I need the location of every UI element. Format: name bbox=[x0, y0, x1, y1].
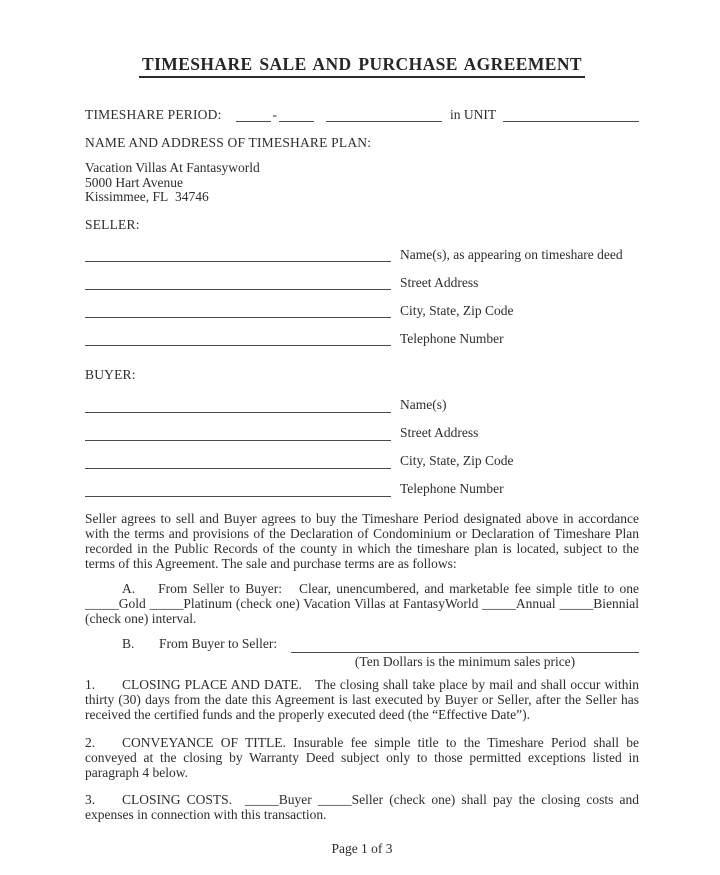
plan-address-line: Vacation Villas At Fantasyworld bbox=[85, 160, 260, 176]
clause-number: 2. bbox=[85, 734, 96, 750]
plan-address-line: 5000 Hart Avenue bbox=[85, 174, 183, 190]
clause-conveyance-of-title bbox=[85, 735, 639, 781]
clause-title: CLOSING PLACE AND DATE. bbox=[122, 676, 302, 692]
page-number: Page 1 of 3 bbox=[331, 841, 393, 857]
clause-body: Insurable fee simple title to the Timeshare Period shall be conveyed at the closing by Warranty Deed subject only to those permitted exceptions listed in paragraph 4 below. bbox=[85, 734, 639, 781]
plan-address bbox=[85, 161, 639, 204]
clause-closing-place-and-date bbox=[85, 677, 639, 723]
seller-name-row bbox=[85, 234, 639, 262]
term-a-body: Clear, unencumbered, and marketable fee simple title to one _____Gold _____Platinum (check one) Vacation Villas at FantasyWorld _____Annual _____Biennial (check one) interval. bbox=[85, 580, 639, 627]
buyer-name-row bbox=[85, 385, 639, 413]
page-title: TIMESHARE SALE AND PURCHASE AGREEMENT bbox=[139, 54, 585, 78]
clause-body: The closing shall take place by mail and shall occur within thirty (30) days from the date this Agreement is last executed by Buyer or Seller, after the Seller has received the certified funds and the properly executed deed (the “Effective Date”). bbox=[85, 676, 639, 723]
seller-fields bbox=[85, 234, 639, 346]
seller-heading: SELLER: bbox=[85, 216, 140, 232]
seller-city-blank[interactable] bbox=[85, 314, 391, 318]
clause-title: CONVEYANCE OF TITLE. bbox=[122, 734, 286, 750]
buyer-heading: BUYER: bbox=[85, 367, 136, 383]
buyer-phone-row bbox=[85, 469, 639, 497]
clause-closing-costs bbox=[85, 792, 639, 823]
timeshare-period-label: TIMESHARE PERIOD: bbox=[85, 106, 222, 122]
in-unit-label: in UNIT bbox=[450, 106, 497, 122]
unit-number-blank[interactable] bbox=[503, 118, 639, 122]
term-b-label: B. bbox=[122, 635, 135, 651]
clause-title: CLOSING COSTS. bbox=[122, 791, 233, 807]
term-a-label: A. bbox=[122, 580, 136, 596]
seller-name-blank[interactable] bbox=[85, 258, 391, 262]
term-b-fill bbox=[291, 636, 639, 669]
term-b-row bbox=[85, 636, 639, 669]
period-week-blank[interactable] bbox=[236, 118, 271, 122]
page-content bbox=[85, 0, 639, 857]
term-a-title: From Seller to Buyer: bbox=[158, 580, 282, 596]
seller-name-label: Name(s), as appearing on timeshare deed bbox=[400, 246, 623, 262]
buyer-city-blank[interactable] bbox=[85, 465, 391, 469]
seller-street-label: Street Address bbox=[400, 274, 479, 290]
buyer-street-blank[interactable] bbox=[85, 437, 391, 441]
term-a-paragraph bbox=[85, 581, 639, 627]
clause-number: 1. bbox=[85, 676, 96, 692]
sales-price-caption: (Ten Dollars is the minimum sales price) bbox=[354, 653, 576, 669]
period-separator: - bbox=[272, 106, 278, 122]
buyer-city-label: City, State, Zip Code bbox=[400, 453, 514, 469]
buyer-name-label: Name(s) bbox=[400, 397, 447, 413]
seller-phone-row bbox=[85, 318, 639, 346]
buyer-street-row bbox=[85, 413, 639, 441]
timeshare-period-row bbox=[85, 104, 639, 122]
buyer-name-blank[interactable] bbox=[85, 409, 391, 413]
plan-heading: NAME AND ADDRESS OF TIMESHARE PLAN: bbox=[85, 135, 372, 150]
period-year-blank[interactable] bbox=[279, 118, 314, 122]
buyer-fields bbox=[85, 385, 639, 497]
sales-price-blank[interactable] bbox=[291, 636, 639, 653]
seller-street-row bbox=[85, 262, 639, 290]
buyer-city-row bbox=[85, 441, 639, 469]
seller-street-blank[interactable] bbox=[85, 286, 391, 290]
seller-phone-blank[interactable] bbox=[85, 342, 391, 346]
term-b-title: From Buyer to Seller: bbox=[159, 635, 278, 651]
seller-phone-label: Telephone Number bbox=[400, 330, 504, 346]
buyer-street-label: Street Address bbox=[400, 425, 479, 441]
intro-paragraph: Seller agrees to sell and Buyer agrees to buy the Timeshare Period designated above in accordance with the terms and provisions of the Declaration of Condominium or Declaration of Timeshare Plan recorded in the Public Records of the county in which the timeshare plan is located, subject to the terms of this Agreement. The sale and purchase terms are as follows: bbox=[85, 510, 639, 572]
buyer-phone-blank[interactable] bbox=[85, 493, 391, 497]
seller-city-label: City, State, Zip Code bbox=[400, 302, 514, 318]
seller-city-row bbox=[85, 290, 639, 318]
buyer-phone-label: Telephone Number bbox=[400, 481, 504, 497]
plan-address-line: Kissimmee, FL 34746 bbox=[85, 188, 209, 204]
clause-body: _____Buyer _____Seller (check one) shall pay the closing costs and expenses in connection with this transaction. bbox=[85, 791, 639, 822]
period-description-blank[interactable] bbox=[326, 118, 442, 122]
clause-number: 3. bbox=[85, 791, 96, 807]
